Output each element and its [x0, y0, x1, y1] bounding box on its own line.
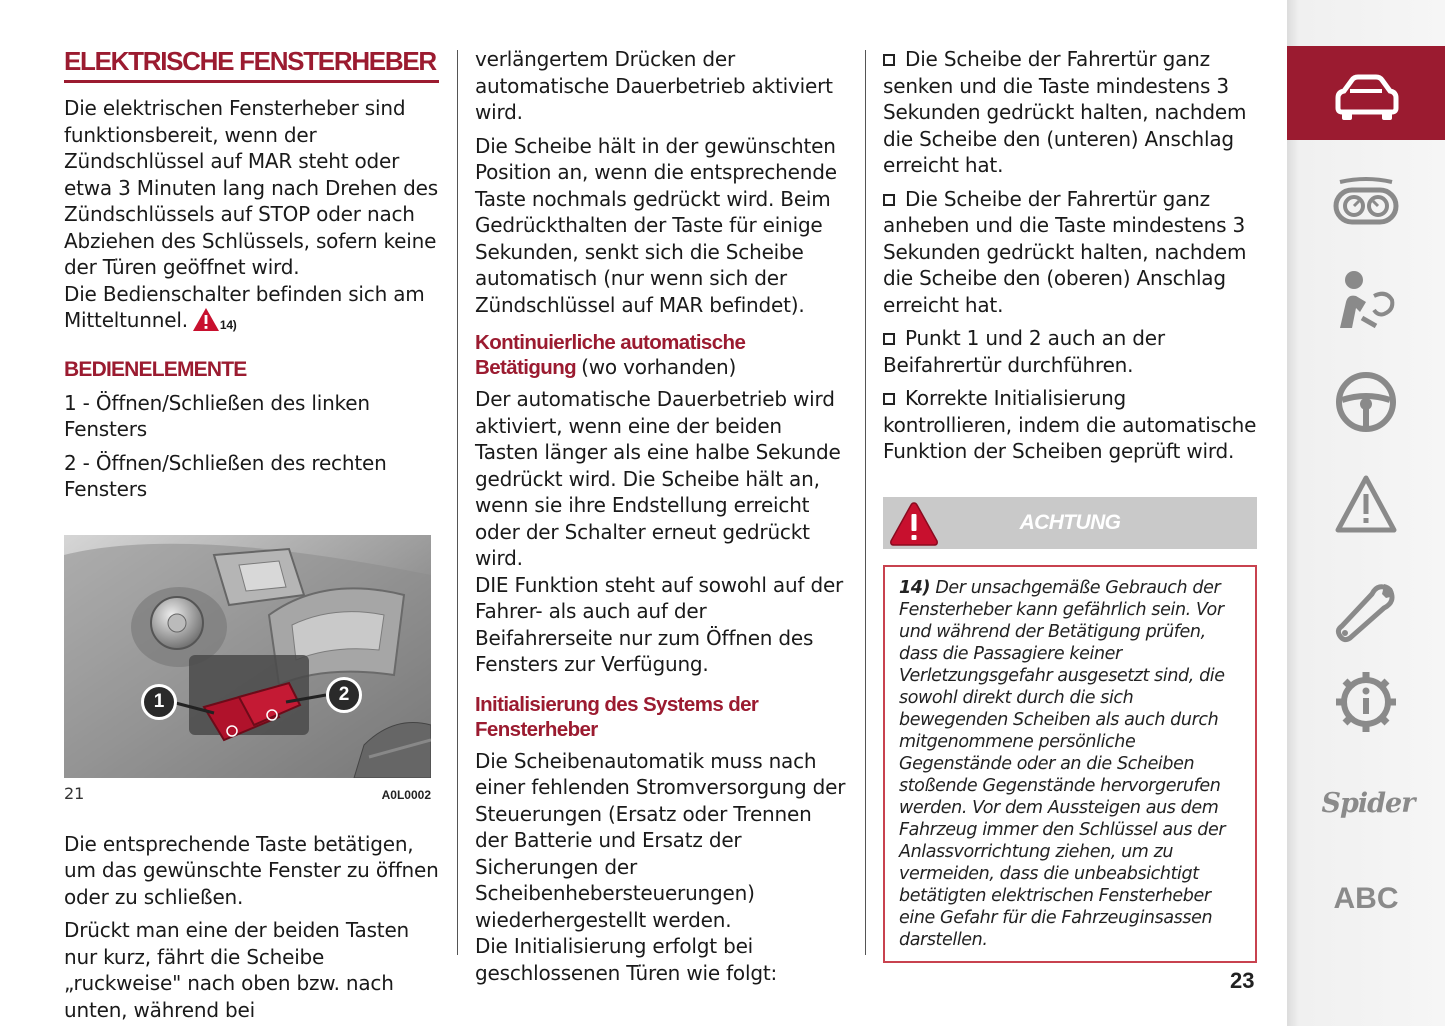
- index-abc-tab[interactable]: ABC: [1333, 882, 1399, 915]
- airbag-passenger-icon[interactable]: [1330, 266, 1402, 338]
- window-switch-figure: [64, 535, 431, 778]
- column-middle: [475, 46, 847, 993]
- figure-number: 21: [64, 783, 85, 803]
- section-heading-controls: BEDIENELEMENTE: [64, 357, 247, 381]
- warning-triangle-icon[interactable]: [1330, 470, 1402, 542]
- step-item: [883, 325, 1257, 378]
- figure-code: A0L0002: [381, 787, 431, 802]
- callout-1: 1: [141, 684, 177, 720]
- steering-wheel-icon[interactable]: [1330, 366, 1402, 438]
- warning-banner: [883, 497, 1257, 549]
- checkbox-bullet-icon: [883, 194, 895, 206]
- warning-box: [883, 565, 1257, 963]
- step-text: Die Scheibe der Fahrertür ganz anheben und die Taste mindestens 3 Sekunden gedrückt halten, nachdem die Scheibe den (oberen) Anschlag erreicht hat.: [883, 186, 1247, 317]
- step-item: [883, 385, 1257, 465]
- step-text: Punkt 1 und 2 auch an der Beifahrertür durchführen.: [883, 326, 1165, 377]
- warning-banner-label: ACHTUNG: [1019, 510, 1121, 534]
- column-right: [883, 46, 1257, 963]
- heading-continuous-operation: [475, 330, 847, 380]
- dashboard-gauges-icon[interactable]: [1330, 170, 1402, 242]
- warning-box-reference: 14): [899, 577, 931, 598]
- long-press-paragraph: verlängertem Drücken der automatische Dauerbetrieb aktiviert wird.: [475, 47, 833, 124]
- page-number: 23: [1230, 968, 1255, 993]
- control-item-1: 1 - Öffnen/Schließen des linken Fensters: [64, 390, 370, 441]
- info-gear-icon[interactable]: [1330, 666, 1402, 738]
- location-paragraph: [64, 281, 439, 340]
- heading-continuous-text: Kontinuierliche automatische Betätigung: [475, 331, 746, 379]
- column-divider-1: [457, 50, 458, 955]
- heading-continuous-suffix: (wo vorhanden): [581, 355, 737, 379]
- page-title: ELEKTRISCHE FENSTERHEBER: [64, 46, 439, 83]
- control-item-2: 2 - Öffnen/Schließen des rechten Fensters: [64, 450, 387, 501]
- initialisation-intro: Die Initialisierung erfolgt bei geschlossenen Türen wie folgt:: [475, 934, 777, 985]
- checkbox-bullet-icon: [883, 333, 895, 345]
- operation-paragraph: Die entsprechende Taste betätigen, um das gewünschte Fenster zu öffnen oder zu schließen.: [64, 831, 439, 909]
- warning-text: [899, 577, 1241, 951]
- continuous-paragraph: Der automatische Dauerbetrieb wird aktiviert, wenn eine der beiden Tasten länger als eine halbe Sekunde gedrückt wird. Die Scheibe hält an, wenn sie ihre Endstellung erreicht oder der Schalter erneut gedrückt wird.: [475, 387, 841, 570]
- initialisation-paragraph: Die Scheibenautomatik muss nach einer fehlenden Stromversorgung der Steuerungen (Ersatz oder Trennen der Batterie und Ersatz der Sicherungen der Scheibenhebersteuerungen) wiederhergestellt werden.: [475, 748, 846, 932]
- checkbox-bullet-icon: [883, 393, 895, 405]
- warning-body: Der unsachgemäße Gebrauch der Fensterheber kann gefährlich sein. Vor und während der Betätigung prüfen, dass die Passagiere keiner Verletzungsgefahr ausgesetzt sind, die sowohl direkt durch die sich bewegenden Scheiben als auch durch mitgenommene persönliche Gegenstände oder an die Scheiben stoßende Gegenstände hervorgerufen werden. Vor dem Aussteigen aus dem Fahrzeug immer den Schlüssel aus der Anlassvorrichtung ziehen, um zu vermeiden, dass die unbeabsichtigt betätigten elektrischen Fensterheber eine Gefahr für die Fahrzeuginsassen darstellen.: [899, 577, 1226, 950]
- step-text: Die Scheibe der Fahrertür ganz senken und die Taste mindestens 3 Sekunden gedrückt halten, nachdem die Scheibe den (unteren) Anschlag erreicht hat.: [883, 47, 1247, 177]
- figure-caption: [64, 784, 431, 803]
- car-icon[interactable]: [1330, 62, 1402, 134]
- warning-reference: 14): [219, 318, 237, 332]
- step-text: Korrekte Initialisierung kontrollieren, indem die automatische Funktion der Scheiben geprüft wird.: [883, 386, 1257, 463]
- column-divider-2: [865, 50, 866, 955]
- heading-initialisation: Initialisierung des Systems der Fensterheber: [475, 692, 759, 741]
- spider-logo[interactable]: Spider: [1321, 788, 1415, 819]
- stop-paragraph: Die Scheibe hält in der gewünschten Position an, wenn die entsprechende Taste nochmals gedrückt wird. Beim Gedrückthalten der Taste für einige Sekunden, senkt sich die Scheibe automatisch (nur wenn sich der Zündschlüssel auf MAR befindet).: [475, 133, 837, 317]
- window-switch-illustration: [64, 535, 431, 778]
- intro-paragraph: Die elektrischen Fensterheber sind funktionsbereit, wenn der Zündschlüssel auf MAR steht oder etwa 3 Minuten lang nach Drehen des Zündschlüssels auf STOP oder nach Abziehen des Schlüssels, sofern keine der Türen geöffnet wird.: [64, 96, 438, 279]
- column-left: [64, 46, 439, 1030]
- warning-icon: [192, 307, 220, 340]
- callout-2: 2: [326, 677, 362, 713]
- checkbox-bullet-icon: [883, 54, 895, 66]
- wrench-icon[interactable]: [1330, 576, 1402, 648]
- location-text: Die Bedienschalter befinden sich am Mitteltunnel.: [64, 281, 425, 332]
- step-item: [883, 186, 1257, 319]
- short-press-paragraph: Drückt man eine der beiden Tasten nur kurz, fährt die Scheibe „ruckweise" nach oben bzw. nach unten, während bei: [64, 918, 410, 1022]
- warning-triangle-icon: [889, 501, 939, 551]
- step-item: [883, 46, 1257, 179]
- function-availability-paragraph: DIE Funktion steht auf sowohl auf der Fahrer- als auch auf der Beifahrerseite nur zum Öffnen des Fensters zur Verfügung.: [475, 572, 844, 676]
